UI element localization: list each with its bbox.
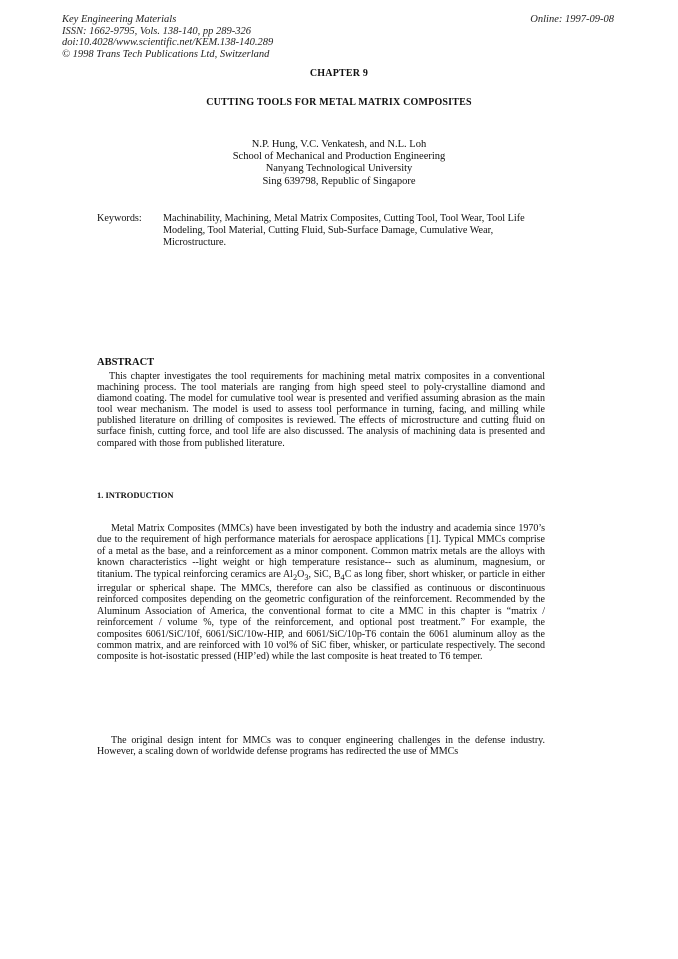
affiliation-address: Sing 639798, Republic of Singapore bbox=[262, 175, 416, 187]
intro-p1-part-c: , SiC, B bbox=[308, 568, 341, 580]
journal-name: Key Engineering Materials bbox=[62, 14, 177, 25]
keywords-text: Machinability, Machining, Metal Matrix Composites, Cutting Tool, Tool Wear, Tool Life Modeling, Tool Material, Cutting Fluid, Sub-Surface Damage, Cumulative Wear, Microstructure. bbox=[163, 213, 525, 249]
subscript-3: 3 bbox=[304, 572, 309, 582]
affiliation-school: School of Mechanical and Production Engineering bbox=[232, 151, 446, 163]
intro-p1-part-a: Metal Matrix Composites (MMCs) have been investigated by both the industry and academia since 1970’s due to the requirement of high performance materials for aerospace applications [1]. Typical MMCs comprise of a metal as the base, and a reinforcement as a minor component. Common matrix metals are the alloys with known characteristics --light weight or high temperature resistance-- such as aluminum, magnesium, or titanium. The typical reinforcing ceramics are Al bbox=[97, 523, 545, 580]
author-names: N.P. Hung, V.C. Venkatesh, and N.L. Loh bbox=[251, 139, 427, 150]
intro-p1-part-b: O bbox=[297, 568, 305, 580]
abstract-heading: ABSTRACT bbox=[97, 357, 155, 368]
journal-header bbox=[62, 14, 273, 60]
affiliation-university: Nanyang Technological University bbox=[265, 163, 413, 175]
abstract-text: This chapter investigates the tool requirements for machining metal matrix composites in a conventional machining process. The tool materials are ranging from high speed steel to poly-crystalline diamond and diamond coating. The model for cumulative tool wear is presented and verified assuming abrasion as the main tool wear mechanism. The model is used to assess tool performance in turning, facing, and milling while published literature on drilling of composites is reviewed. The effects of microstructure and cutting fluid on surface finish, cutting force, and tool life are also discussed. The analysis of machining data is presented and compared with those from published literature. bbox=[97, 371, 545, 449]
introduction-paragraph-2: The original design intent for MMCs was to conquer engineering challenges in the defense industry. However, a scaling down of worldwide defense programs has redirected the use of MMCs bbox=[97, 735, 545, 758]
chapter-label: CHAPTER 9 bbox=[309, 68, 369, 79]
introduction-heading: 1. INTRODUCTION bbox=[97, 490, 174, 500]
keywords-label: Keywords: bbox=[97, 213, 142, 224]
keywords-block bbox=[97, 213, 549, 250]
doi-line: doi:10.4028/www.scientific.net/KEM.138-140.289 bbox=[62, 37, 274, 48]
subscript-4: 4 bbox=[340, 572, 345, 582]
author-block bbox=[0, 139, 678, 188]
intro-p1-part-d: C as long fiber, short whisker, or particle in either irregular or spherical shape. The MMCs, therefore can also be classified as continuous or discontinuous reinforced composites depending on the geometric configuration of the reinforcement. Recommended by the Aluminum Association of America, the conventional format to cite a MMC in this chapter is “matrix / reinforcement / volume %, type of the reinforcement, and optional post treatment.” For example, the composites 6061/SiC/10f, 6061/SiC/10w-HIP, and 6061/SiC/10p-T6 contain the 6061 aluminum alloy as the common matrix, and are reinforced with 10 vol% of SiC fiber, whisker, or particulate respectively. The second composite is hot-isostatic pressed (HIP’ed) while the last composite is heat treated to T6 temper. bbox=[97, 568, 545, 663]
issn-line: ISSN: 1662-9795, Vols. 138-140, pp 289-326 bbox=[62, 25, 251, 37]
copyright-line: © 1998 Trans Tech Publications Ltd, Switzerland bbox=[62, 48, 270, 60]
introduction-paragraph-1 bbox=[97, 523, 545, 663]
online-date: Online: 1997-09-08 bbox=[530, 14, 614, 25]
subscript-2: 2 bbox=[292, 572, 298, 582]
paper-title: CUTTING TOOLS FOR METAL MATRIX COMPOSITES bbox=[206, 97, 472, 108]
